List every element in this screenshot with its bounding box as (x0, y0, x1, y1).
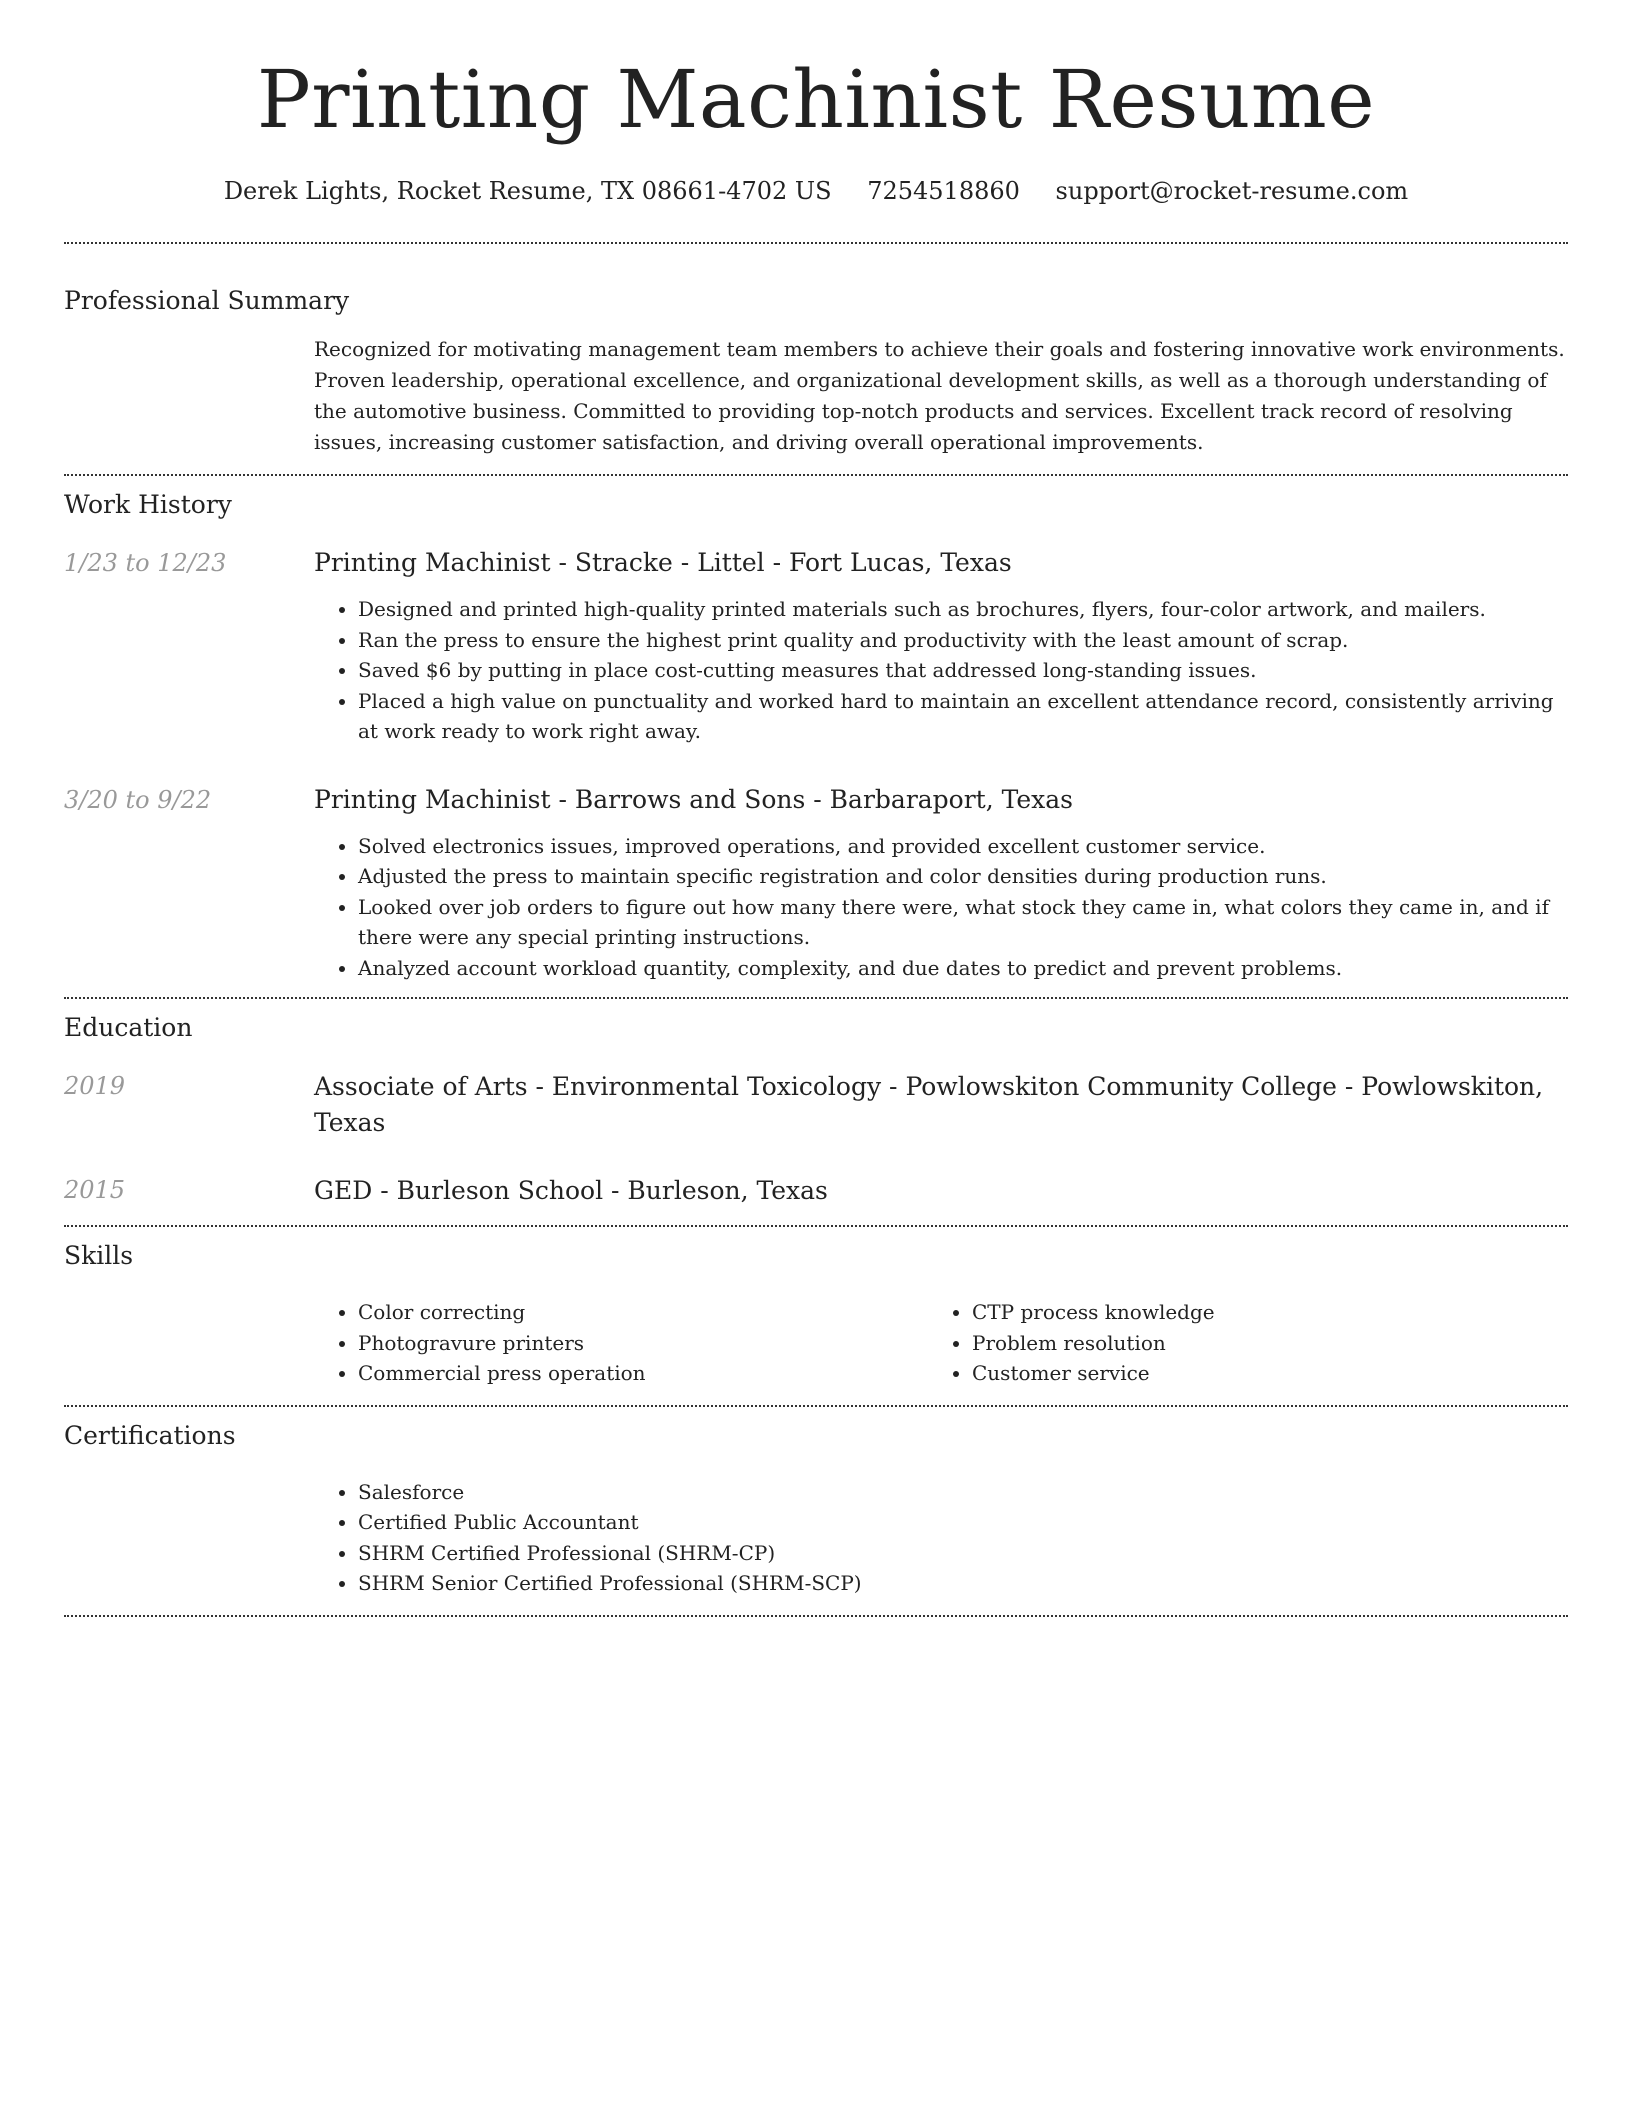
divider (64, 1615, 1568, 1617)
resume-title: Printing Machinist Resume (256, 53, 1376, 146)
list-item: • Color correcting (358, 1297, 928, 1328)
job-bullets (314, 831, 1568, 984)
contact-line (64, 174, 1568, 208)
education-title: GED - Burleson School - Burleson, Texas (314, 1176, 828, 1205)
list-item: • Ran the press to ensure the highest print quality and productivity with the least amount of scrap. (358, 625, 1568, 656)
job-dates: 1/23 to 12/23 (64, 549, 227, 577)
job-dates: 3/20 to 9/22 (64, 785, 212, 814)
list-item: • Problem resolution (972, 1328, 1542, 1359)
section-skills (64, 1227, 1568, 1405)
section-summary (64, 244, 1568, 474)
section-work-history (64, 476, 1568, 997)
contact-email: support@rocket-resume.com (1055, 177, 1409, 205)
list-item: • Salesforce (358, 1477, 1568, 1508)
section-education (64, 999, 1568, 1225)
list-item: • CTP process knowledge (972, 1297, 1542, 1328)
job-bullets (314, 594, 1568, 747)
list-item: • Solved electronics issues, improved operations, and provided excellent customer service. (358, 831, 1568, 862)
contact-address: Derek Lights, Rocket Resume, TX 08661-4702 US (223, 177, 832, 205)
list-item: • Customer service (972, 1358, 1542, 1389)
list-item: • SHRM Senior Certified Professional (SHRM-SCP) (358, 1568, 1568, 1599)
list-item: • Commercial press operation (358, 1358, 928, 1389)
list-item: • Designed and printed high-quality printed materials such as brochures, flyers, four-color artwork, and mailers. (358, 594, 1568, 625)
section-certifications (64, 1407, 1568, 1615)
section-heading-summary: Professional Summary (64, 286, 350, 315)
education-entry (64, 1173, 1568, 1209)
education-entry (64, 1069, 1568, 1141)
job-title: Printing Machinist - Stracke - Littel - Fort Lucas, Texas (314, 548, 1012, 577)
section-heading-skills: Skills (64, 1241, 134, 1270)
job-entry (64, 783, 1568, 984)
list-item: • Saved $6 by putting in place cost-cutting measures that addressed long-standing issues. (358, 655, 1568, 686)
education-year: 2015 (64, 1176, 126, 1204)
section-heading-education: Education (64, 1013, 193, 1042)
summary-text: Recognized for motivating management team members to achieve their goals and fostering innovative work environments. Proven leadership, operational excellence, and organizational development skills, as well as a thorough understanding of the automotive business. Committed to providing top-notch products and services. Excellent track record of resolving issues, increasing customer satisfaction, and driving overall operational improvements. (314, 337, 1565, 454)
list-item: • Photogravure printers (358, 1328, 928, 1359)
section-heading-certifications: Certifications (64, 1420, 236, 1450)
skills-list-right (928, 1297, 1542, 1389)
list-item: • Analyzed account workload quantity, complexity, and due dates to predict and prevent problems. (358, 953, 1568, 984)
certifications-list (314, 1477, 1568, 1599)
section-heading-work: Work History (64, 490, 232, 519)
contact-phone: 7254518860 (867, 177, 1020, 205)
job-title: Printing Machinist - Barrows and Sons - Barbaraport, Texas (314, 784, 1073, 814)
education-year: 2019 (64, 1072, 126, 1100)
job-entry (64, 546, 1568, 747)
list-item: • Certified Public Accountant (358, 1507, 1568, 1538)
list-item: • Placed a high value on punctuality and worked hard to maintain an excellent attendance record, consistently arriving at work ready to work right away. (358, 686, 1568, 747)
list-item: • Adjusted the press to maintain specific registration and color densities during production runs. (358, 861, 1568, 892)
education-title: Associate of Arts - Environmental Toxicology - Powlowskiton Community College - Powlowskiton, Texas (314, 1072, 1544, 1137)
skills-list-left (314, 1297, 928, 1389)
list-item: • Looked over job orders to figure out how many there were, what stock they came in, what colors they came in, and if there were any special printing instructions. (358, 892, 1568, 953)
list-item: • SHRM Certified Professional (SHRM-CP) (358, 1538, 1568, 1569)
